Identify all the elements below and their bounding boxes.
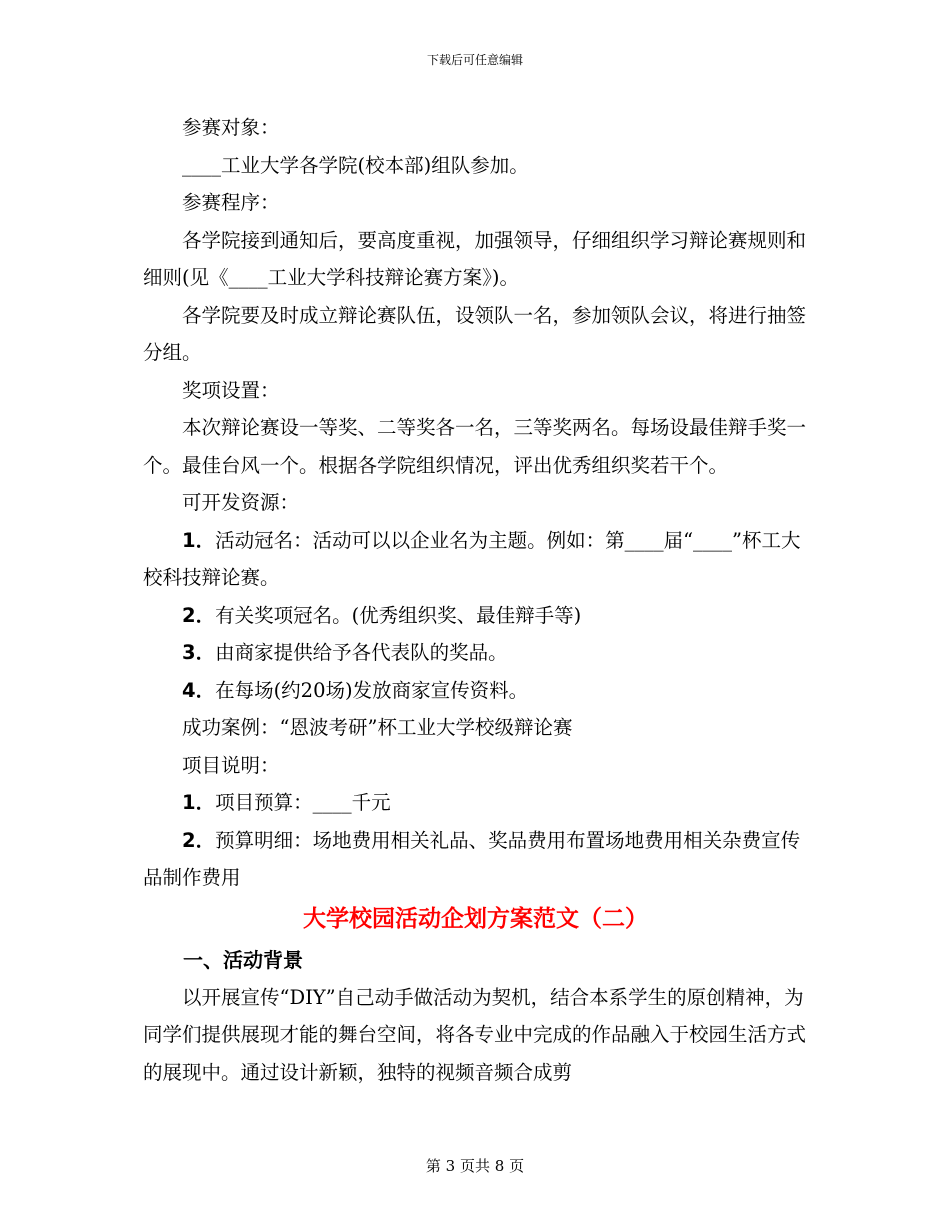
paragraph-project-label: 项目说明：	[182, 753, 280, 777]
page-header: 下载后可任意编辑	[426, 53, 523, 67]
project-item-text: 预算明细：场地费用相关礼品、奖品费用布置场地费用相关杂费宣传品制作费用	[143, 828, 801, 889]
paragraph-success-case: 成功案例：“恩波考研”杯工业大学校级辩论赛	[182, 716, 573, 739]
section-title: 大学校园活动企划方案范文（二）	[303, 905, 648, 932]
paragraph-participants-label: 参赛对象：	[182, 116, 280, 139]
project-item-number: 1．	[182, 791, 216, 814]
resource-item-number: 3．	[182, 641, 216, 664]
paragraph-resources-label: 可开发资源：	[182, 491, 300, 514]
paragraph-background: 以开展宣传“DIY”自己动手做活动为契机，结合本系学生的原创精神，为同学们提供展现才能的舞台空间，将各专业中完成的作品融入于校园生活方式的展现中。通过设计新颖，独特的视频音频合成剪	[143, 985, 807, 1084]
resource-item-text: 活动冠名：活动可以以企业名为主题。例如：第____届“____”杯工大校科技辩论赛。	[143, 528, 801, 589]
resource-item-4	[143, 672, 808, 710]
resource-item-number: 2．	[182, 603, 216, 627]
resource-item-text: 有关奖项冠名。(优秀组织奖、最佳辩手等)	[215, 603, 582, 627]
resource-item-1	[143, 522, 808, 597]
paragraph-awards-label: 奖项设置：	[182, 378, 280, 402]
section-heading: 一、活动背景	[183, 947, 303, 972]
resource-item-number: 1．	[182, 528, 216, 552]
paragraph-procedure-2: 各学院要及时成立辩论赛队伍，设领队一名，参加领队会议，将进行抽签分组。	[143, 303, 807, 364]
page-footer: 第 3 页共 8 页	[425, 1157, 525, 1175]
project-item-2	[143, 822, 808, 897]
paragraph-awards: 本次辩论赛设一等奖、二等奖各一名，三等奖两名。每场设最佳辩手奖一个。最佳台风一个。根据各学院组织情况，评出优秀组织奖若干个。	[143, 416, 807, 477]
project-item-1	[143, 784, 808, 822]
resource-item-text: 在每场(约20场)发放商家宣传资料。	[215, 678, 529, 702]
document-body	[143, 109, 808, 1091]
project-item-text: 项目预算：____千元	[215, 791, 391, 814]
paragraph-participants: ____工业大学各学院(校本部)组队参加。	[182, 153, 529, 177]
paragraph-procedure-label: 参赛程序：	[182, 191, 280, 214]
resource-item-3	[143, 634, 808, 672]
resource-item-text: 由商家提供给予各代表队的奖品。	[215, 641, 508, 664]
project-item-number: 2．	[182, 828, 216, 852]
resource-item-2	[143, 597, 808, 635]
paragraph-procedure-1: 各学院接到通知后，要高度重视，加强领导，仔细组织学习辩论赛规则和细则(见《____工业大学科技辩论赛方案》)。	[143, 228, 807, 289]
resource-item-number: 4．	[182, 678, 216, 702]
